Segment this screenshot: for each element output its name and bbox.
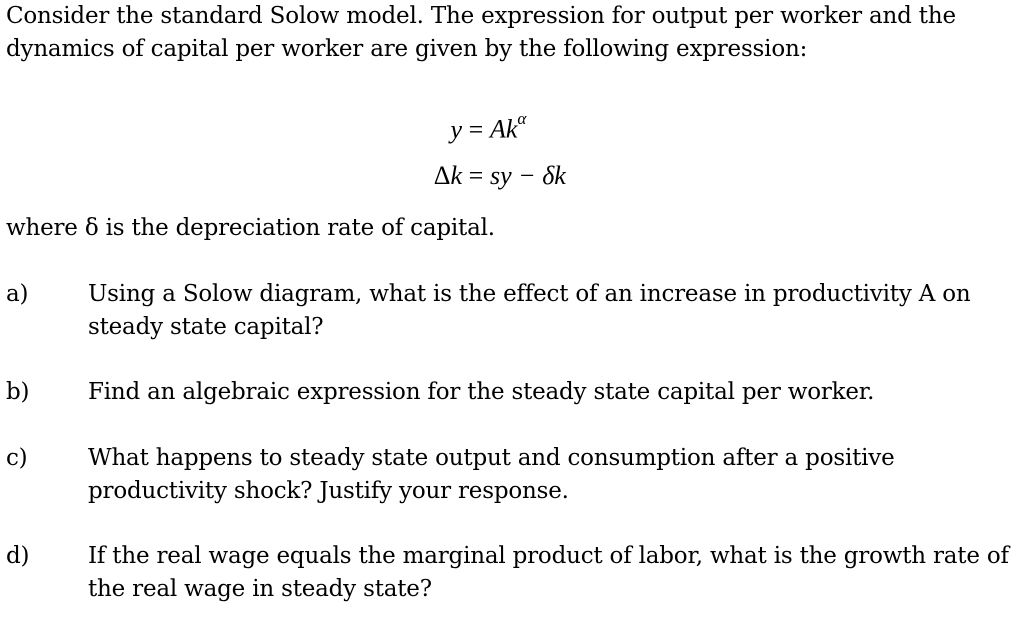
- equation-rhs-base: Ak: [490, 114, 518, 144]
- question-label: d): [6, 543, 30, 569]
- alpha-exponent: α: [517, 109, 527, 128]
- capital-dynamics-equation: [420, 153, 640, 199]
- question-text: Find an algebraic expression for the steady state capital per worker.: [88, 379, 875, 405]
- equation-lhs: y: [450, 114, 462, 144]
- question-text: Using a Solow diagram, what is the effect of an increase in productivity A on steady state capital?: [88, 281, 971, 340]
- equation-rhs: [490, 153, 566, 199]
- question-label: a): [6, 281, 29, 307]
- question-label: b): [6, 379, 30, 405]
- intro-paragraph: Consider the standard Solow model. The expression for output per worker and the dynamics of capital per worker are given by the following expression:: [6, 3, 956, 62]
- equation-rhs: [490, 100, 526, 153]
- equation-lhs: Δk: [433, 160, 462, 190]
- equals-sign: =: [468, 160, 484, 190]
- delta-symbol: Δ: [433, 160, 451, 190]
- equation-rhs-base: sy − δk: [490, 160, 566, 190]
- equals-sign: =: [468, 114, 484, 144]
- equation-block: [420, 100, 640, 199]
- output-equation: [420, 100, 640, 153]
- question-label: c): [6, 445, 28, 471]
- depreciation-note: where δ is the depreciation rate of capital.: [6, 215, 495, 241]
- question-text: What happens to steady state output and consumption after a positive productivity shock? Justify your response.: [88, 445, 895, 504]
- question-text: If the real wage equals the marginal product of labor, what is the growth rate of the real wage in steady state?: [88, 543, 1009, 602]
